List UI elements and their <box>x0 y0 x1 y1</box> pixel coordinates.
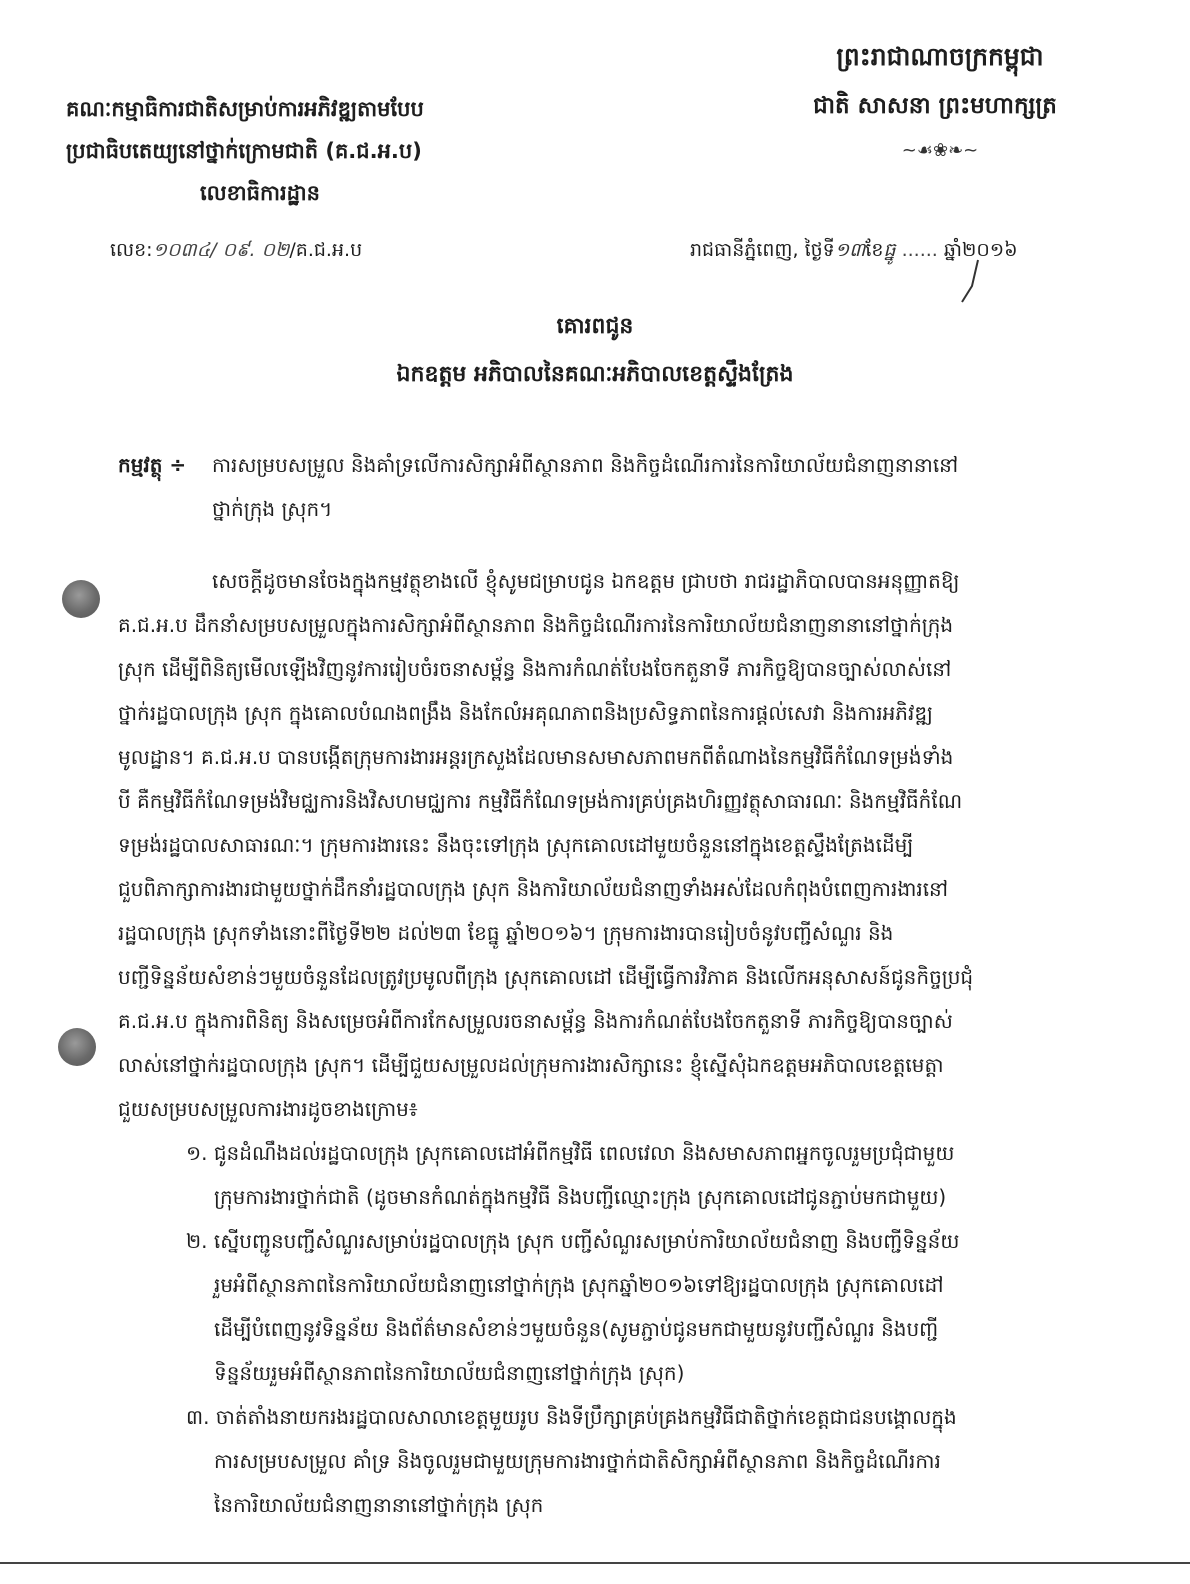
date-year: ឆ្នាំ២០១៦ <box>943 239 1018 261</box>
date-day: ១៣ <box>834 239 866 261</box>
body-line: រដ្ឋបាលក្រុង ស្រុកទាំងនោះពីថ្ងៃទី២២ ដល់២៣ ខែធ្នូ ឆ្នាំ២០១៦។ ក្រុមការងារបានរៀបចំនូវបញ្ជីសំណួរ និង <box>118 921 894 945</box>
committee-name-line1: គណៈកម្មាធិការជាតិសម្រាប់ការអភិវឌ្ឍតាមបែប <box>66 97 424 121</box>
body-line: បី គឺកម្មវិធីកំណែទម្រង់វិមជ្ឈការនិងវិសហមជ្ឈការ កម្មវិធីកំណែទម្រង់ការគ្រប់គ្រងហិរញ្ញវត្ថុសាធារណៈ និងកម្មវិធីកំណែ <box>118 789 963 813</box>
list-item-2-line: ដើម្បីបំពេញនូវទិន្នន័យ និងព័ត៌មានសំខាន់ៗមួយចំនួន(សូមភ្ជាប់ជូនមកជាមួយនូវបញ្ជីសំណួរ និងបញ្ជី <box>214 1317 939 1341</box>
subject-line-1: ការសម្របសម្រួល និងគាំទ្រលើការសិក្សាអំពីស្ថានភាព និងកិច្ចដំណើរការនៃការិយាល័យជំនាញនានានៅ <box>212 453 959 477</box>
committee-name-line2: ប្រជាធិបតេយ្យនៅថ្នាក់ក្រោមជាតិ (គ.ជ.អ.ប) <box>66 139 422 163</box>
national-motto: ជាតិ សាសនា ព្រះមហាក្សត្រ <box>813 93 1057 119</box>
reference-suffix: /គ.ជ.អ.ប <box>289 239 363 261</box>
reference-prefix: លេខ: <box>110 239 153 261</box>
ornament-divider: ~☙❀❧~ <box>901 140 979 161</box>
body-line: លាស់នៅថ្នាក់រដ្ឋបាលក្រុង ស្រុក។ ដើម្បីជួយសម្រួលដល់ក្រុមការងារសិក្សានេះ ខ្ញុំស្នើសុំឯកឧត្តមអភិបាលខេត្តមេត្តា <box>118 1053 944 1077</box>
recipient-name: ឯកឧត្តម អភិបាលនៃគណៈអភិបាលខេត្តស្ទឹងត្រែង <box>396 362 794 387</box>
respectfully-to: គោរពជូន <box>556 314 634 339</box>
reference-handwritten-number: ១០៣៤/ ០៩. ០២ <box>152 239 290 261</box>
body-line: ទម្រង់រដ្ឋបាលសាធារណៈ។ ក្រុមការងារនេះ នឹងចុះទៅក្រុង ស្រុកគោលដៅមួយចំនួននៅក្នុងខេត្តស្ទឹងត្រែងដើម្បី <box>118 833 914 857</box>
date-handwritten-mark <box>948 256 988 306</box>
secretariat-title: លេខាធិការដ្ឋាន <box>200 181 320 205</box>
subject-line-2: ថ្នាក់ក្រុង ស្រុក។ <box>212 497 333 521</box>
body-line: បញ្ជីទិន្នន័យសំខាន់ៗមួយចំនួនដែលត្រូវប្រមូលពីក្រុង ស្រុកគោលដៅ ដើម្បីធ្វើការវិភាគ និងលើកអនុសាសន៍ជូនកិច្ចប្រជុំ <box>118 965 974 989</box>
body-line: ជួបពិភាក្សាការងារជាមួយថ្នាក់ដឹកនាំរដ្ឋបាលក្រុង ស្រុក និងការិយាល័យជំនាញទាំងអស់ដែលកំពុងបំពេញការងារនៅ <box>118 877 949 901</box>
date-place: រាជធានីភ្នំពេញ, ថ្ងៃទី <box>690 239 835 261</box>
date-month-label: ខែ <box>865 239 884 261</box>
list-item-1-line: ក្រុមការងារថ្នាក់ជាតិ (ដូចមានកំណត់ក្នុងកម្មវិធី និងបញ្ជីឈ្មោះក្រុង ស្រុកគោលដៅជូនភ្ជាប់មកជាមួយ) <box>214 1185 947 1209</box>
list-item-2-line: ២. ស្នើបញ្ជូនបញ្ជីសំណួរសម្រាប់រដ្ឋបាលក្រុង ស្រុក បញ្ជីសំណួរសម្រាប់ការិយាល័យជំនាញ និងបញ្ជីទិន្នន័យ <box>186 1229 960 1253</box>
scan-bottom-edge <box>0 1562 1190 1564</box>
kingdom-title: ព្រះរាជាណាចក្រកម្ពុជា <box>836 42 1044 71</box>
body-line: ថ្នាក់រដ្ឋបាលក្រុង ស្រុក ក្នុងគោលបំណងពង្រឹង និងកែលំអគុណភាពនិងប្រសិទ្ធភាពនៃការផ្តល់សេវា និងការអភិវឌ្ឍ <box>118 701 933 725</box>
body-line: សេចក្ដីដូចមានចែងក្នុងកម្មវត្ថុខាងលើ ខ្ញុំសូមជម្រាបជូន ឯកឧត្តម ជ្រាបថា រាជរដ្ឋាភិបាលបានអនុញ្ញាតឱ្យ <box>212 569 960 593</box>
body-line: ជួយសម្របសម្រួលការងារដូចខាងក្រោម៖ <box>118 1097 418 1121</box>
body-line: ស្រុក ដើម្បីពិនិត្យមើលឡើងវិញនូវការរៀបចំរចនាសម្ព័ន្ធ និងការកំណត់បែងចែកតួនាទី ភារកិច្ចឱ្យបានច្បាស់លាស់នៅ <box>118 657 952 681</box>
letter-date: រាជធានីភ្នំពេញ, ថ្ងៃទី១៣ខែធ្នូ ...... ឆ្នាំ២០១៦ <box>690 239 1018 261</box>
list-item-3-line: ការសម្របសម្រួល គាំទ្រ និងចូលរួមជាមួយក្រុមការងារថ្នាក់ជាតិសិក្សាអំពីស្ថានភាព និងកិច្ចដំណើរការ <box>214 1449 941 1473</box>
body-line: គ.ជ.អ.ប ក្នុងការពិនិត្យ និងសម្រេចអំពីការកែសម្រួលរចនាសម្ព័ន្ធ និងការកំណត់បែងចែកតួនាទី ភារកិច្ចឱ្យបានច្បាស់ <box>118 1009 953 1033</box>
list-item-3-line: នៃការិយាល័យជំនាញនានានៅថ្នាក់ក្រុង ស្រុក <box>214 1493 544 1517</box>
date-month: ធ្នូ <box>883 239 896 261</box>
subject-label: កម្មវត្ថុ ÷ <box>118 453 187 477</box>
list-item-2-line: ទិន្នន័យរួមអំពីស្ថានភាពនៃការិយាល័យជំនាញនៅថ្នាក់ក្រុង ស្រុក) <box>214 1361 685 1385</box>
list-item-1-line: ១. ជូនដំណឹងដល់រដ្ឋបាលក្រុង ស្រុកគោលដៅអំពីកម្មវិធី ពេលវេលា និងសមាសភាពអ្នកចូលរួមប្រជុំជាមួយ <box>186 1141 955 1165</box>
list-item-2-line: រួមអំពីស្ថានភាពនៃការិយាល័យជំនាញនៅថ្នាក់ក្រុង ស្រុកឆ្នាំ២០១៦ទៅឱ្យរដ្ឋបាលក្រុង ស្រុកគោលដៅ <box>214 1273 944 1297</box>
list-item-3-line: ៣. ចាត់តាំងនាយករងរដ្ឋបាលសាលាខេត្តមួយរូប និងទីប្រឹក្សាគ្រប់គ្រងកម្មវិធីជាតិថ្នាក់ខេត្តជាជនបង្គោលក្នុង <box>186 1405 957 1429</box>
punch-hole-top <box>62 580 100 618</box>
body-line: មូលដ្ឋាន។ គ.ជ.អ.ប បានបង្កើតក្រុមការងារអន្តរក្រសួងដែលមានសមាសភាពមកពីតំណាងនៃកម្មវិធីកំណែទម្រង់ទាំង <box>118 745 954 769</box>
body-line: គ.ជ.អ.ប ដឹកនាំសម្របសម្រួលក្នុងការសិក្សាអំពីស្ថានភាព និងកិច្ចដំណើរការនៃការិយាល័យជំនាញនានានៅថ្នាក់ក្រុង <box>118 613 954 637</box>
punch-hole-bottom <box>58 1028 96 1066</box>
reference-number <box>110 238 362 266</box>
